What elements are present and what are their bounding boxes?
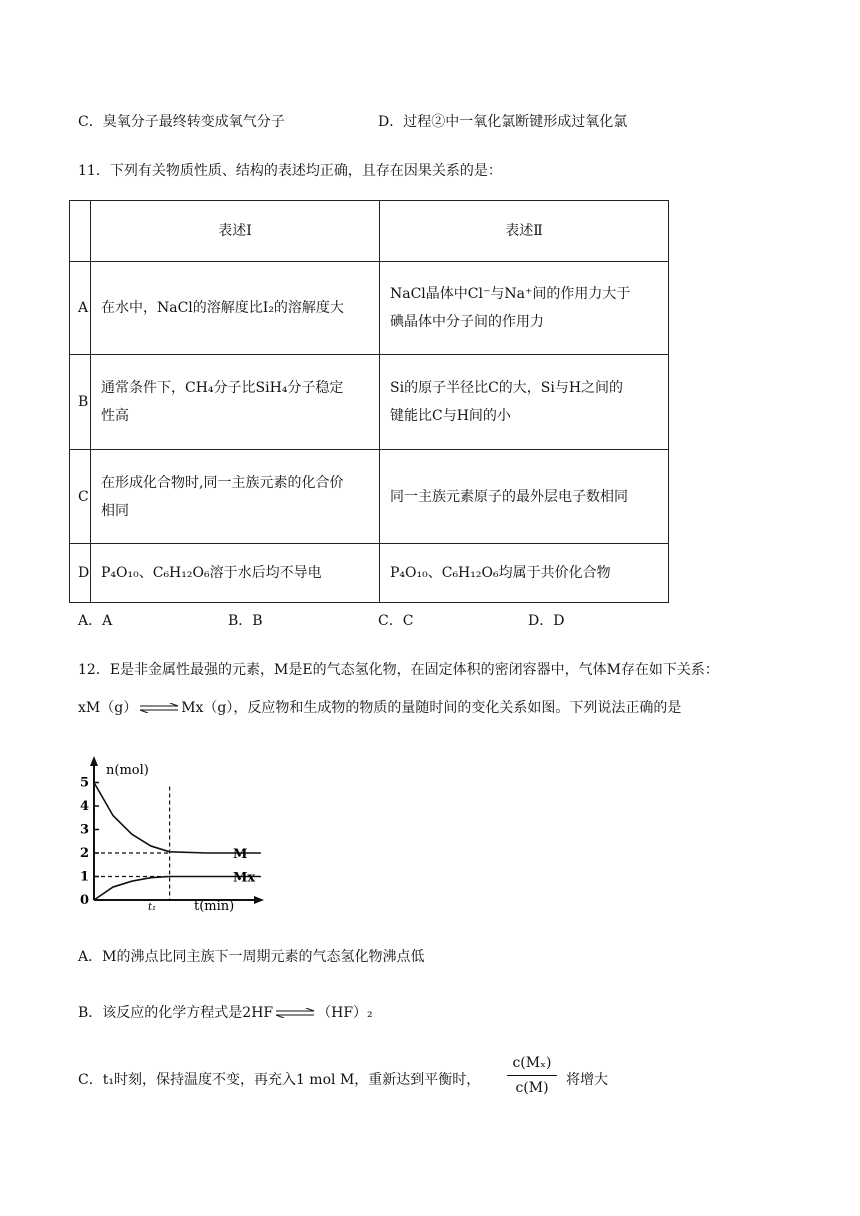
row-d-statement-1: P₄O₁₀、C₆H₁₂O₆溶于水后均不导电 [91, 544, 380, 603]
row-d-statement-2: P₄O₁₀、C₆H₁₂O₆均属于共价化合物 [380, 544, 669, 603]
row-a-statement-2 [380, 262, 669, 355]
row-b-s2-line2: 键能比C与H间的小 [390, 408, 511, 424]
row-b-s1-line1: 通常条件下，CH₄分子比SiH₄分子稳定 [101, 380, 344, 396]
equilibrium-arrow-icon [275, 1008, 315, 1018]
q11-choice-b: B．B [228, 613, 263, 629]
table-corner-cell [70, 201, 91, 262]
fraction-numerator: c(Mₓ) [512, 1055, 552, 1071]
q11-choice-d: D．D [528, 613, 565, 629]
table-row [70, 355, 669, 450]
table-row [70, 544, 669, 603]
q12-chart [76, 752, 272, 912]
series-label-mx: Mx [233, 870, 256, 886]
t1-marker-label: t₁ [148, 902, 157, 912]
row-a-statement-1: 在水中，NaCl的溶解度比I₂的溶解度大 [91, 262, 380, 355]
y-tick-label: 0 [80, 893, 90, 908]
y-axis-label: n(mol) [106, 763, 149, 778]
q11-table [69, 200, 669, 603]
row-tag: D [70, 544, 91, 603]
row-b-statement-2 [380, 355, 669, 450]
row-b-s2-line1: Si的原子半径比C的大，Si与H之间的 [390, 380, 624, 396]
row-tag: B [70, 355, 91, 450]
row-c-s1-line1: 在形成化合物时,同一主族元素的化合价 [101, 474, 344, 491]
row-c-statement-2: 同一主族元素原子的最外层电子数相同 [380, 450, 669, 544]
concentration-ratio-fraction [507, 1052, 557, 1099]
fraction-denominator: c(M) [515, 1080, 549, 1096]
x-axis-label: t(min) [194, 899, 235, 912]
q12-option-c-tail: 将增大 [566, 1072, 608, 1088]
fraction-bar [507, 1075, 557, 1076]
row-c-statement-1 [91, 450, 380, 544]
row-b-statement-1 [91, 355, 380, 450]
q12-option-b-text: B．该反应的化学方程式是2HF [78, 1005, 274, 1021]
header-statement-1: 表述Ⅰ [91, 201, 380, 262]
q12-option-c: C．t₁时刻，保持温度不变，再充入1 mol M，重新达到平衡时， [78, 1072, 481, 1088]
y-tick-label: 5 [80, 775, 90, 791]
q11-stem: 11．下列有关物质性质、结构的表述均正确，且存在因果关系的是： [78, 163, 502, 179]
q11-choice-a: A．A [78, 613, 113, 629]
x-axis-arrow-icon [254, 896, 264, 904]
y-tick-label: 1 [80, 869, 90, 885]
q12-option-b-product: （HF）₂ [317, 1005, 373, 1021]
q11-choice-c: C．C [378, 613, 414, 629]
row-b-s1-line2: 性高 [101, 408, 129, 424]
row-tag: A [70, 262, 91, 355]
header-statement-2: 表述Ⅱ [380, 201, 669, 262]
q12-reaction-left: xM（g） [78, 700, 138, 716]
equilibrium-arrow-icon [139, 703, 179, 713]
table-row [70, 450, 669, 544]
series-line-m [94, 783, 260, 854]
row-c-s1-line2: 相同 [101, 502, 129, 519]
row-a-s2-line1: NaCl晶体中Cl⁻与Na⁺间的作用力大于 [390, 286, 631, 302]
q12-option-a: A．M的沸点比同主族下一周期元素的气态氢化物沸点低 [78, 949, 425, 965]
y-tick-label: 2 [80, 846, 90, 861]
q10-option-d: D．过程②中一氧化氯断键形成过氧化氯 [378, 114, 628, 130]
row-a-s2-line2: 碘晶体中分子间的作用力 [390, 314, 544, 330]
q12-stem-line2 [78, 698, 681, 718]
table-header-row [70, 201, 669, 262]
row-tag: C [70, 450, 91, 544]
q12-option-b [78, 1003, 373, 1023]
y-axis-arrow-icon [90, 756, 98, 766]
q10-option-c: C．臭氧分子最终转变成氧气分子 [78, 114, 285, 130]
q12-reaction-right: Mx（g），反应物和生成物的物质的量随时间的变化关系如图。下列说法正确的是 [181, 700, 682, 716]
y-tick-label: 4 [80, 799, 90, 814]
y-tick-label: 3 [80, 822, 90, 838]
table-row [70, 262, 669, 355]
series-label-m: M [233, 847, 248, 862]
q12-stem-line1: 12．E是非金属性最强的元素，M是E的气态氢化物，在固定体积的密闭容器中，气体M存在如下关系： [78, 662, 719, 678]
